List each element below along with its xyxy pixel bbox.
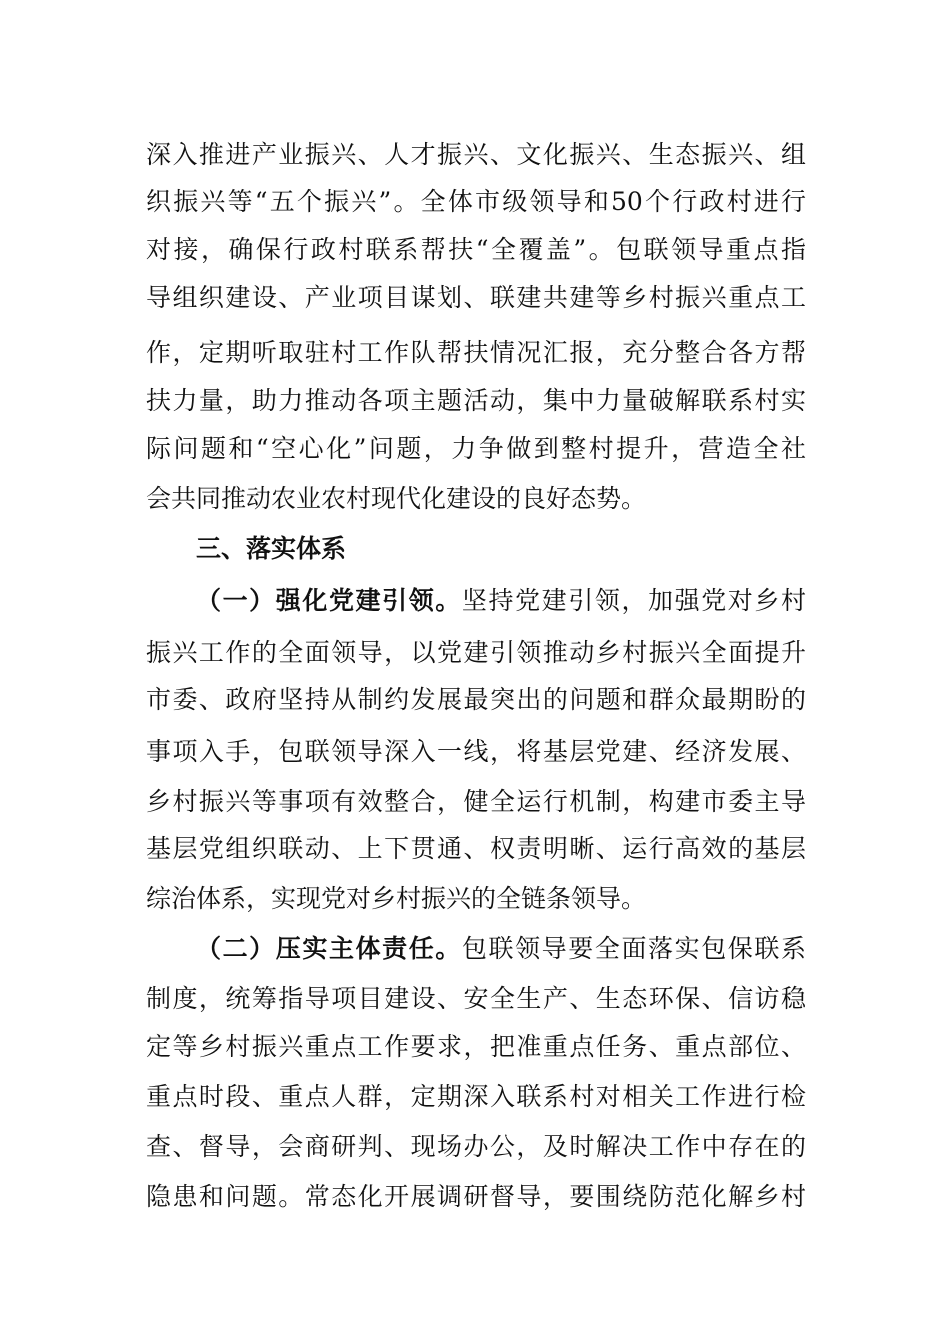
subsection-title: （二）压实主体责任。 <box>196 934 462 963</box>
subsection-first-line <box>196 934 806 964</box>
paragraph-line: 振兴工作的全面领导，以党建引领推动乡村振兴全面提升 <box>146 638 806 667</box>
section-heading: 三、落实体系 <box>196 534 347 563</box>
paragraph-line: 重点时段、重点人群，定期深入联系村对相关工作进行检 <box>146 1082 806 1111</box>
subsection-title: （一）强化党建引领。 <box>196 586 462 615</box>
paragraph-line: 查、督导，会商研判、现场办公，及时解决工作中存在的 <box>146 1132 806 1161</box>
subsection-first-line-text: 坚持党建引领，加强党对乡村 <box>461 586 806 615</box>
subsection-first-line <box>196 586 806 616</box>
paragraph-line: 隐患和问题。常态化开展调研督导，要围绕防范化解乡村 <box>146 1182 806 1211</box>
paragraph-line: 际问题和“空心化”问题，力争做到整村提升，营造全社 <box>146 434 806 463</box>
subsection-first-line-text: 包联领导要全面落实包保联系 <box>461 934 806 963</box>
paragraph-line: 织振兴等“五个振兴”。全体市级领导和50个行政村进行 <box>146 187 806 216</box>
paragraph-line: 制度，统筹指导项目建设、安全生产、生态环保、信访稳 <box>146 984 806 1013</box>
paragraph-line: 扶力量，助力推动各项主题活动，集中力量破解联系村实 <box>146 386 806 415</box>
paragraph-line: 综治体系，实现党对乡村振兴的全链条领导。 <box>146 884 647 913</box>
paragraph-line: 定等乡村振兴重点工作要求，把准重点任务、重点部位、 <box>146 1032 806 1061</box>
paragraph-line: 深入推进产业振兴、人才振兴、文化振兴、生态振兴、组 <box>146 140 806 169</box>
paragraph-line: 会共同推动农业农村现代化建设的良好态势。 <box>146 484 647 513</box>
paragraph-line: 乡村振兴等事项有效整合，健全运行机制，构建市委主导 <box>146 787 806 816</box>
paragraph-line: 市委、政府坚持从制约发展最突出的问题和群众最期盼的 <box>146 685 806 714</box>
paragraph-line: 事项入手，包联领导深入一线，将基层党建、经济发展、 <box>146 737 806 766</box>
paragraph-line: 基层党组织联动、上下贯通、权责明晰、运行高效的基层 <box>146 834 806 863</box>
paragraph-line: 导组织建设、产业项目谋划、联建共建等乡村振兴重点工 <box>146 283 806 312</box>
paragraph-line: 对接，确保行政村联系帮扶“全覆盖”。包联领导重点指 <box>146 235 806 264</box>
paragraph-line: 作，定期听取驻村工作队帮扶情况汇报，充分整合各方帮 <box>146 338 806 367</box>
